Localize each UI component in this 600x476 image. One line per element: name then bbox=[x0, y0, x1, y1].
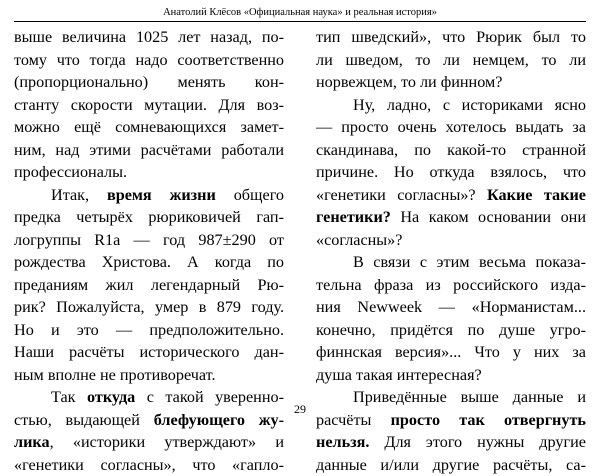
text-run: логруппы R1a — год 987±290 от bbox=[14, 231, 284, 249]
bold-text: генетики? bbox=[316, 208, 391, 226]
text-run: Для этого нужны другие bbox=[369, 433, 586, 451]
text-line bbox=[14, 184, 284, 207]
bold-text: нельзя. bbox=[316, 433, 369, 451]
text-run: — просто очень хотелось выдать за bbox=[316, 118, 586, 136]
text-run: финнская версия»... Что у них за bbox=[316, 343, 586, 361]
text-line bbox=[316, 454, 586, 476]
text-line bbox=[316, 206, 586, 229]
text-run: В связи с этим весьма показа- bbox=[353, 253, 586, 271]
text-run: стью, выдающей bbox=[14, 411, 154, 429]
bold-text: время жизни bbox=[107, 186, 216, 204]
text-line bbox=[14, 296, 284, 319]
text-line bbox=[14, 206, 284, 229]
text-run: предка четырёх рюриковичей гап- bbox=[14, 208, 284, 226]
text-run: тип шведский», что Рюрик был то bbox=[316, 28, 586, 46]
text-run: можно ещё сомневающихся замет- bbox=[14, 118, 284, 136]
text-line bbox=[14, 116, 284, 139]
text-run: Итак, bbox=[51, 186, 107, 204]
text-line bbox=[14, 454, 284, 476]
text-line bbox=[14, 431, 284, 454]
text-run: Но и это — предположительно. bbox=[14, 321, 284, 339]
text-run: рождества Христова. А когда по bbox=[14, 253, 284, 271]
text-line bbox=[316, 94, 586, 117]
text-run: расчёты bbox=[316, 411, 391, 429]
text-run: конечно, придётся по душе угро- bbox=[316, 321, 586, 339]
text-run: ния Newweek — «Норманистам... bbox=[316, 298, 586, 316]
text-run: общего bbox=[216, 186, 284, 204]
text-line bbox=[14, 341, 284, 364]
text-run: «генетики согласны», что «гапло- bbox=[14, 456, 284, 474]
text-line bbox=[316, 161, 586, 184]
text-line bbox=[14, 251, 284, 274]
text-line bbox=[14, 319, 284, 342]
text-run: тельна фраза из российского изда- bbox=[316, 276, 586, 294]
text-run: скандинава, по какой-то странной bbox=[316, 141, 586, 159]
text-line bbox=[316, 251, 586, 274]
text-run: ным вполне не противоречат. bbox=[14, 366, 216, 384]
text-line bbox=[316, 116, 586, 139]
bold-text: откуда bbox=[87, 388, 135, 406]
text-line bbox=[316, 319, 586, 342]
text-run: причине. Но откуда взялось, что bbox=[316, 163, 586, 181]
text-line bbox=[316, 274, 586, 297]
text-line bbox=[316, 229, 586, 252]
running-header: Анатолий Клёсов «Официальная наука» и реальная история» bbox=[14, 6, 586, 19]
text-run: Приведённые выше данные и bbox=[353, 388, 586, 406]
text-run: преданиям жил легендарный Рю- bbox=[14, 276, 284, 294]
text-run: , «историки утверждают» и bbox=[50, 433, 284, 451]
text-line bbox=[14, 71, 284, 94]
text-run: Ну, ладно, с историками ясно bbox=[353, 96, 586, 114]
text-run: тому что тогда надо соответственно bbox=[14, 51, 284, 69]
text-run: душа такая интересная? bbox=[316, 366, 482, 384]
text-run: «генетики согласны»? bbox=[316, 186, 487, 204]
text-run: ним, над этими расчётами работали bbox=[14, 141, 284, 159]
text-run: Наши расчёты исторического дан- bbox=[14, 343, 284, 361]
text-line bbox=[316, 296, 586, 319]
bold-text: просто так отвергнуть bbox=[391, 411, 586, 429]
text-run: профессионалы. bbox=[14, 163, 127, 181]
text-line bbox=[14, 274, 284, 297]
header-rule bbox=[14, 21, 586, 22]
text-line bbox=[316, 26, 586, 49]
text-line bbox=[316, 184, 586, 207]
text-line bbox=[316, 49, 586, 72]
text-run: выше величина 1025 лет назад, по- bbox=[14, 28, 284, 46]
text-line bbox=[316, 364, 586, 387]
bold-text: лика bbox=[14, 433, 50, 451]
text-run: ли шведом, то ли немцем, то ли bbox=[316, 51, 586, 69]
page-number: 29 bbox=[0, 402, 600, 416]
text-run: «согласны»? bbox=[316, 231, 402, 249]
text-line bbox=[316, 341, 586, 364]
bold-text: блефующего жу- bbox=[154, 411, 284, 429]
text-run: рик? Пожалуйста, умер в 879 году. bbox=[14, 298, 284, 316]
text-run: (пропорционально) менять кон- bbox=[14, 73, 284, 91]
text-run: данные и/или другие расчёты, са- bbox=[316, 456, 586, 474]
text-line bbox=[14, 94, 284, 117]
text-run: На каком основании они bbox=[391, 208, 586, 226]
text-line bbox=[316, 431, 586, 454]
text-line bbox=[316, 71, 586, 94]
text-run: Так bbox=[51, 388, 87, 406]
text-line bbox=[14, 49, 284, 72]
bold-text: Какие такие bbox=[487, 186, 586, 204]
text-line bbox=[14, 364, 284, 387]
text-run: с такой уверенно- bbox=[135, 388, 284, 406]
text-run: норвежцем, то ли финном? bbox=[316, 73, 502, 91]
text-run: станту скорости мутации. Для воз- bbox=[14, 96, 284, 114]
text-line bbox=[14, 229, 284, 252]
text-line bbox=[14, 26, 284, 49]
text-line bbox=[316, 139, 586, 162]
text-line bbox=[14, 139, 284, 162]
text-line bbox=[14, 161, 284, 184]
